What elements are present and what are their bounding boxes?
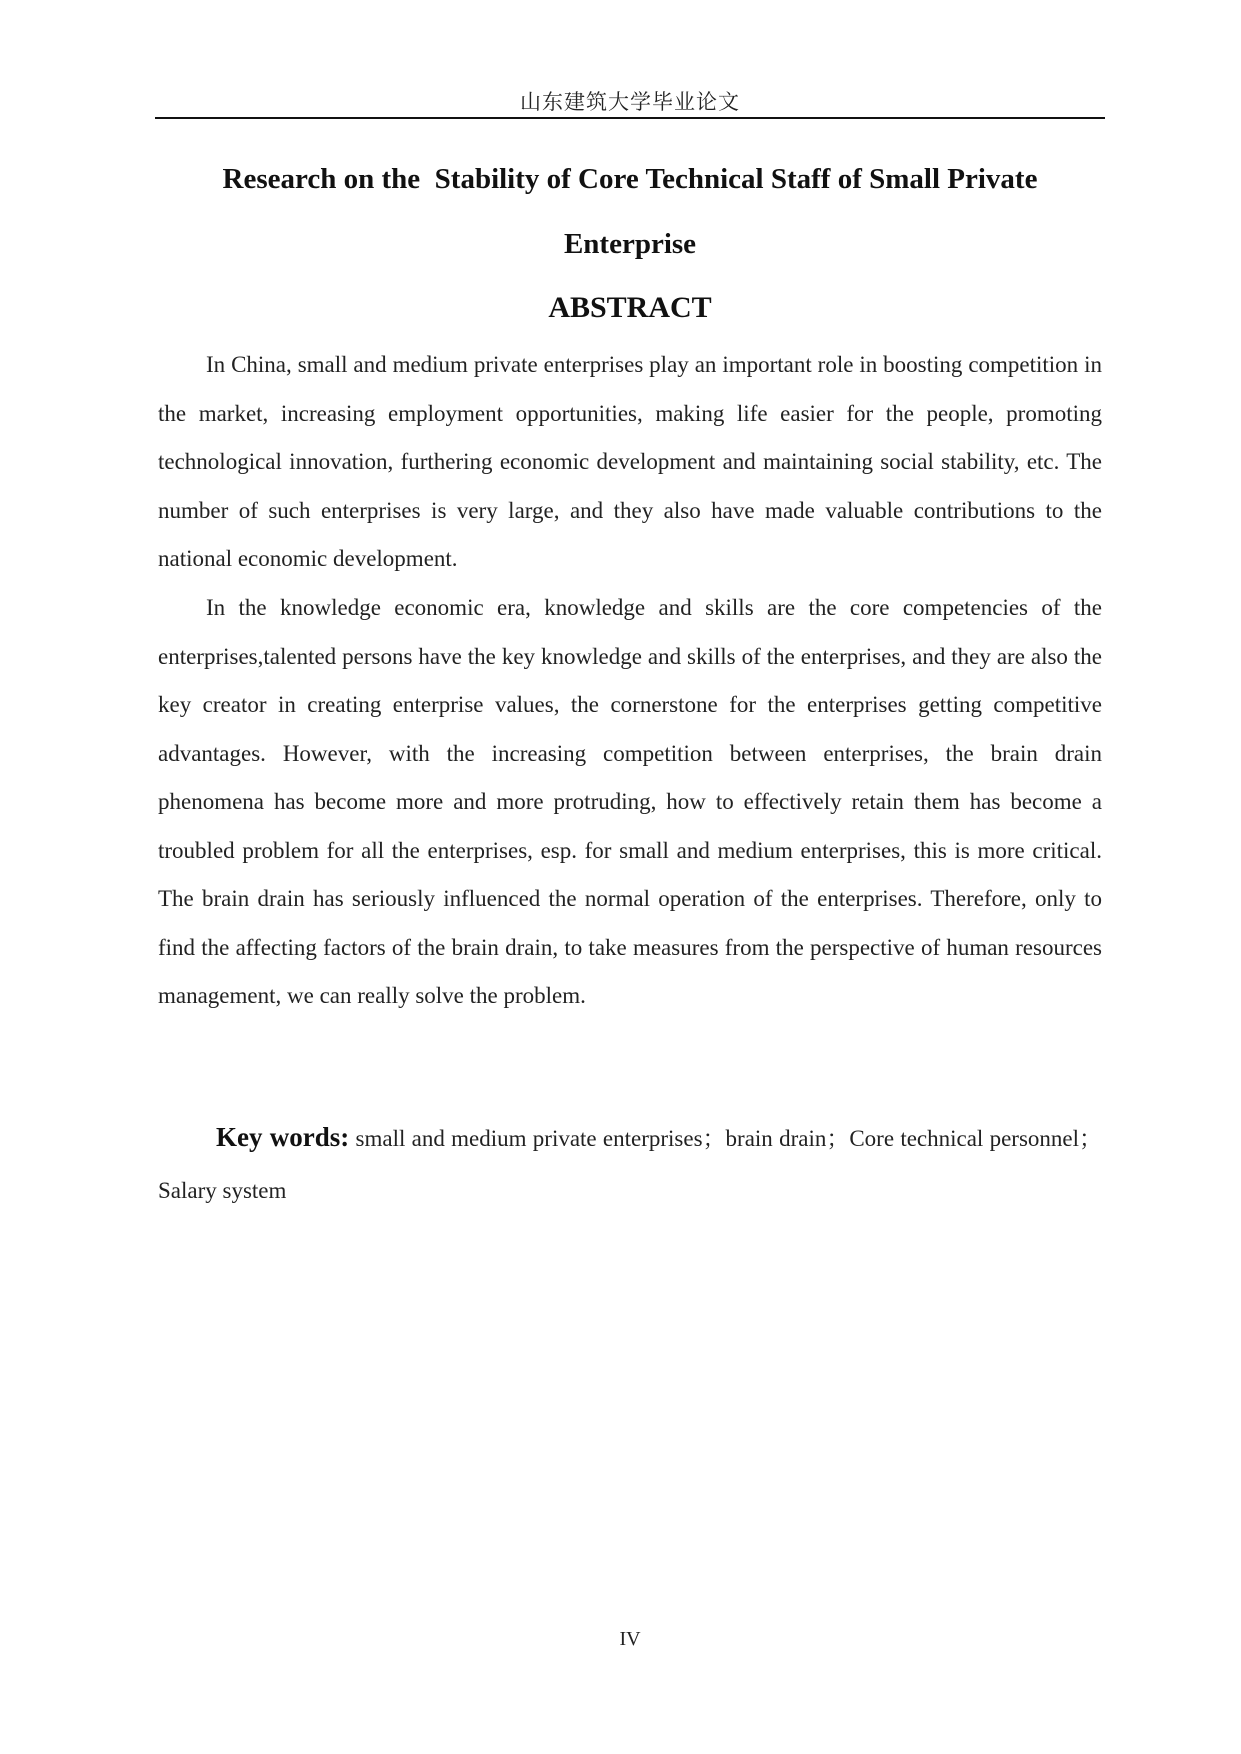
page-number: IV <box>619 1628 641 1650</box>
running-header: 山东建筑大学毕业论文 <box>520 90 740 114</box>
keywords-block <box>158 1111 1102 1217</box>
thesis-title-line-2: Enterprise <box>563 228 697 260</box>
thesis-title-line-1: Research on the Stability of Core Technical Staff of Small Private <box>222 163 1038 195</box>
keywords-label: Key words: <box>216 1122 350 1152</box>
abstract-heading: ABSTRACT <box>548 291 712 324</box>
header-rule <box>155 117 1105 119</box>
keywords-text: small and medium private enterprises；brain drain；Core technical personnel；Salary system <box>158 1126 1103 1203</box>
abstract-paragraph-1: In China, small and medium private enterprises play an important role in boosting competition in the market, increasing employment opportunities, making life easier for the people, promoting technological innovation, furthering economic development and maintaining social stability, etc. The number of such enterprises is very large, and they also have made valuable contributions to the national economic development. <box>158 352 1102 571</box>
abstract-paragraph-2: In the knowledge economic era, knowledge and skills are the core competencies of the enterprises,talented persons have the key knowledge and skills of the enterprises, and they are also the key creator in creating enterprise values, the cornerstone for the enterprises getting competitive advantages. However, with the increasing competition between enterprises, the brain drain phenomena has become more and more protruding, how to effectively retain them has become a troubled problem for all the enterprises, esp. for small and medium enterprises, this is more critical. The brain drain has seriously influenced the normal operation of the enterprises. Therefore, only to find the affecting factors of the brain drain, to take measures from the perspective of human resources management, we can really solve the problem. <box>158 595 1102 1008</box>
